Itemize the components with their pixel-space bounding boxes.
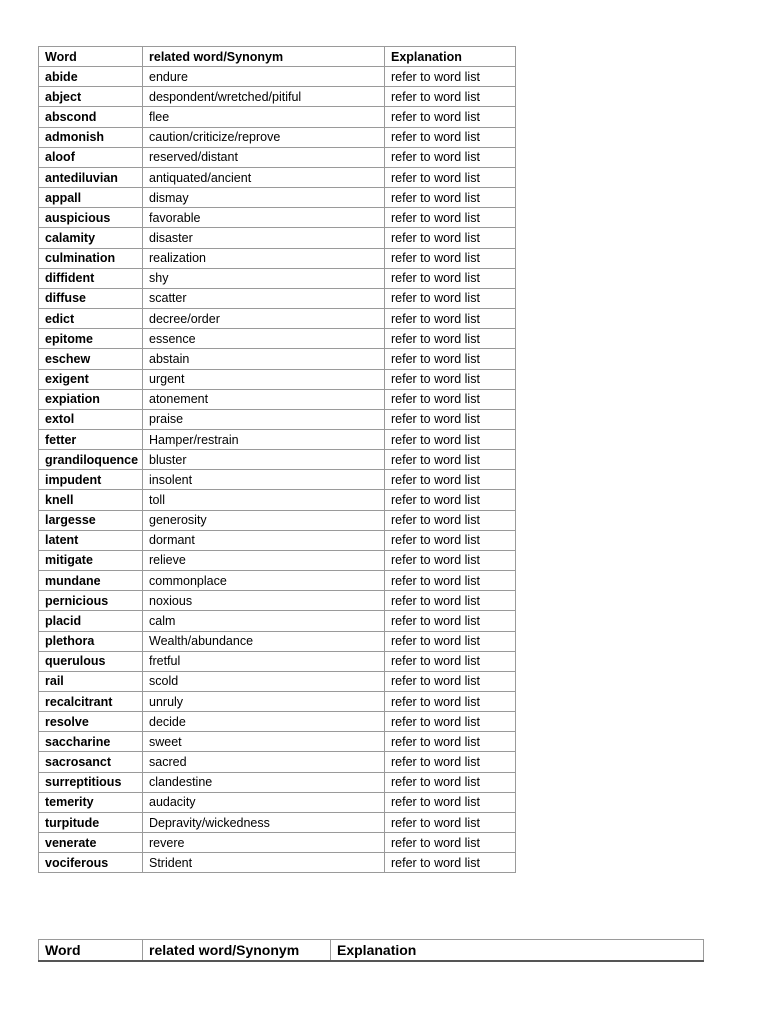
- synonym-cell: decree/order: [143, 309, 385, 329]
- synonym-cell: essence: [143, 329, 385, 349]
- word-cell: mundane: [39, 571, 143, 591]
- word-cell: edict: [39, 309, 143, 329]
- header-word: Word: [39, 47, 143, 67]
- word-cell: querulous: [39, 651, 143, 671]
- explanation-cell: refer to word list: [385, 490, 516, 510]
- word-cell: extol: [39, 409, 143, 429]
- table-row: [39, 732, 516, 752]
- table-row: [39, 450, 516, 470]
- word-cell: placid: [39, 611, 143, 631]
- synonym-cell: calm: [143, 611, 385, 631]
- word-cell: expiation: [39, 389, 143, 409]
- synonym-cell: Strident: [143, 853, 385, 873]
- explanation-cell: refer to word list: [385, 107, 516, 127]
- word-cell: turpitude: [39, 812, 143, 832]
- explanation-cell: refer to word list: [385, 530, 516, 550]
- synonym-cell: scold: [143, 671, 385, 691]
- word-cell: culmination: [39, 248, 143, 268]
- table-row: [39, 67, 516, 87]
- explanation-cell: refer to word list: [385, 833, 516, 853]
- table-row: [39, 591, 516, 611]
- synonym-cell: Wealth/abundance: [143, 631, 385, 651]
- table-row: [39, 208, 516, 228]
- word-cell: antediluvian: [39, 167, 143, 187]
- table-row: [39, 833, 516, 853]
- word-cell: saccharine: [39, 732, 143, 752]
- word-cell: appall: [39, 188, 143, 208]
- table-row: [39, 853, 516, 873]
- word-cell: admonish: [39, 127, 143, 147]
- synonym-cell: toll: [143, 490, 385, 510]
- explanation-cell: refer to word list: [385, 550, 516, 570]
- table-row: [39, 409, 516, 429]
- word-cell: calamity: [39, 228, 143, 248]
- word-cell: latent: [39, 530, 143, 550]
- word-cell: abject: [39, 87, 143, 107]
- synonym-cell: Hamper/restrain: [143, 429, 385, 449]
- synonym-cell: caution/criticize/reprove: [143, 127, 385, 147]
- word-cell: eschew: [39, 349, 143, 369]
- table-row: [39, 248, 516, 268]
- synonym-cell: shy: [143, 268, 385, 288]
- explanation-cell: refer to word list: [385, 510, 516, 530]
- synonym-cell: dormant: [143, 530, 385, 550]
- word-cell: exigent: [39, 369, 143, 389]
- synonym-cell: endure: [143, 67, 385, 87]
- explanation-cell: refer to word list: [385, 268, 516, 288]
- table-row: [39, 510, 516, 530]
- word-cell: abide: [39, 67, 143, 87]
- word-cell: vociferous: [39, 853, 143, 873]
- synonym-cell: sweet: [143, 732, 385, 752]
- explanation-cell: refer to word list: [385, 288, 516, 308]
- explanation-cell: refer to word list: [385, 127, 516, 147]
- header-explanation: Explanation: [385, 47, 516, 67]
- explanation-cell: refer to word list: [385, 147, 516, 167]
- word-cell: mitigate: [39, 550, 143, 570]
- synonym-cell: Depravity/wickedness: [143, 812, 385, 832]
- table-row: [39, 288, 516, 308]
- table-row: [39, 309, 516, 329]
- word-cell: auspicious: [39, 208, 143, 228]
- explanation-cell: refer to word list: [385, 812, 516, 832]
- synonym-cell: despondent/wretched/pitiful: [143, 87, 385, 107]
- explanation-cell: refer to word list: [385, 651, 516, 671]
- header-explanation: Explanation: [331, 940, 704, 962]
- synonym-cell: generosity: [143, 510, 385, 530]
- explanation-cell: refer to word list: [385, 671, 516, 691]
- word-cell: epitome: [39, 329, 143, 349]
- synonym-cell: favorable: [143, 208, 385, 228]
- explanation-cell: refer to word list: [385, 67, 516, 87]
- synonym-cell: realization: [143, 248, 385, 268]
- synonym-cell: praise: [143, 409, 385, 429]
- header-synonym: related word/Synonym: [143, 940, 331, 962]
- explanation-cell: refer to word list: [385, 167, 516, 187]
- synonym-cell: flee: [143, 107, 385, 127]
- word-cell: venerate: [39, 833, 143, 853]
- synonym-cell: disaster: [143, 228, 385, 248]
- table-row: [39, 530, 516, 550]
- synonym-cell: atonement: [143, 389, 385, 409]
- table-header-row: [39, 940, 704, 962]
- table-header-row: [39, 47, 516, 67]
- explanation-cell: refer to word list: [385, 853, 516, 873]
- explanation-cell: refer to word list: [385, 389, 516, 409]
- synonym-cell: bluster: [143, 450, 385, 470]
- table-row: [39, 611, 516, 631]
- word-cell: abscond: [39, 107, 143, 127]
- synonym-cell: audacity: [143, 792, 385, 812]
- word-cell: pernicious: [39, 591, 143, 611]
- synonym-cell: relieve: [143, 550, 385, 570]
- table-row: [39, 268, 516, 288]
- word-cell: resolve: [39, 712, 143, 732]
- explanation-cell: refer to word list: [385, 228, 516, 248]
- explanation-cell: refer to word list: [385, 732, 516, 752]
- synonym-cell: unruly: [143, 692, 385, 712]
- table-row: [39, 550, 516, 570]
- explanation-cell: refer to word list: [385, 792, 516, 812]
- word-cell: temerity: [39, 792, 143, 812]
- word-cell: plethora: [39, 631, 143, 651]
- table-row: [39, 107, 516, 127]
- table-row: [39, 127, 516, 147]
- synonym-cell: scatter: [143, 288, 385, 308]
- word-cell: recalcitrant: [39, 692, 143, 712]
- table-row: [39, 389, 516, 409]
- synonym-cell: clandestine: [143, 772, 385, 792]
- explanation-cell: refer to word list: [385, 752, 516, 772]
- explanation-cell: refer to word list: [385, 571, 516, 591]
- explanation-cell: refer to word list: [385, 429, 516, 449]
- explanation-cell: refer to word list: [385, 309, 516, 329]
- word-cell: sacrosanct: [39, 752, 143, 772]
- word-cell: impudent: [39, 470, 143, 490]
- explanation-cell: refer to word list: [385, 409, 516, 429]
- table-row: [39, 571, 516, 591]
- word-cell: fetter: [39, 429, 143, 449]
- table-row: [39, 369, 516, 389]
- explanation-cell: refer to word list: [385, 712, 516, 732]
- word-cell: aloof: [39, 147, 143, 167]
- explanation-cell: refer to word list: [385, 611, 516, 631]
- table-row: [39, 752, 516, 772]
- table-row: [39, 812, 516, 832]
- synonym-cell: abstain: [143, 349, 385, 369]
- word-cell: grandiloquence: [39, 450, 143, 470]
- synonym-cell: decide: [143, 712, 385, 732]
- synonym-cell: dismay: [143, 188, 385, 208]
- synonym-cell: urgent: [143, 369, 385, 389]
- explanation-cell: refer to word list: [385, 208, 516, 228]
- explanation-cell: refer to word list: [385, 87, 516, 107]
- synonym-cell: noxious: [143, 591, 385, 611]
- synonym-cell: sacred: [143, 752, 385, 772]
- table-row: [39, 772, 516, 792]
- word-cell: diffuse: [39, 288, 143, 308]
- table-row: [39, 228, 516, 248]
- table-row: [39, 651, 516, 671]
- word-cell: diffident: [39, 268, 143, 288]
- synonym-cell: reserved/distant: [143, 147, 385, 167]
- table-row: [39, 470, 516, 490]
- explanation-cell: refer to word list: [385, 772, 516, 792]
- explanation-cell: refer to word list: [385, 369, 516, 389]
- explanation-cell: refer to word list: [385, 470, 516, 490]
- header-synonym: related word/Synonym: [143, 47, 385, 67]
- explanation-cell: refer to word list: [385, 450, 516, 470]
- table-row: [39, 349, 516, 369]
- table-row: [39, 631, 516, 651]
- synonym-cell: commonplace: [143, 571, 385, 591]
- table-row: [39, 147, 516, 167]
- synonym-cell: revere: [143, 833, 385, 853]
- explanation-cell: refer to word list: [385, 329, 516, 349]
- explanation-cell: refer to word list: [385, 349, 516, 369]
- table-row: [39, 87, 516, 107]
- synonym-cell: insolent: [143, 470, 385, 490]
- table-row: [39, 329, 516, 349]
- explanation-cell: refer to word list: [385, 692, 516, 712]
- header-word: Word: [39, 940, 143, 962]
- synonym-cell: fretful: [143, 651, 385, 671]
- word-cell: largesse: [39, 510, 143, 530]
- word-cell: rail: [39, 671, 143, 691]
- explanation-cell: refer to word list: [385, 591, 516, 611]
- explanation-cell: refer to word list: [385, 631, 516, 651]
- second-table: [38, 939, 704, 962]
- table-row: [39, 429, 516, 449]
- word-cell: surreptitious: [39, 772, 143, 792]
- explanation-cell: refer to word list: [385, 188, 516, 208]
- table-row: [39, 188, 516, 208]
- table-row: [39, 490, 516, 510]
- table-row: [39, 692, 516, 712]
- word-cell: knell: [39, 490, 143, 510]
- table-row: [39, 712, 516, 732]
- table-row: [39, 792, 516, 812]
- table-row: [39, 671, 516, 691]
- table-row: [39, 167, 516, 187]
- synonym-cell: antiquated/ancient: [143, 167, 385, 187]
- synonym-table: [38, 46, 516, 873]
- explanation-cell: refer to word list: [385, 248, 516, 268]
